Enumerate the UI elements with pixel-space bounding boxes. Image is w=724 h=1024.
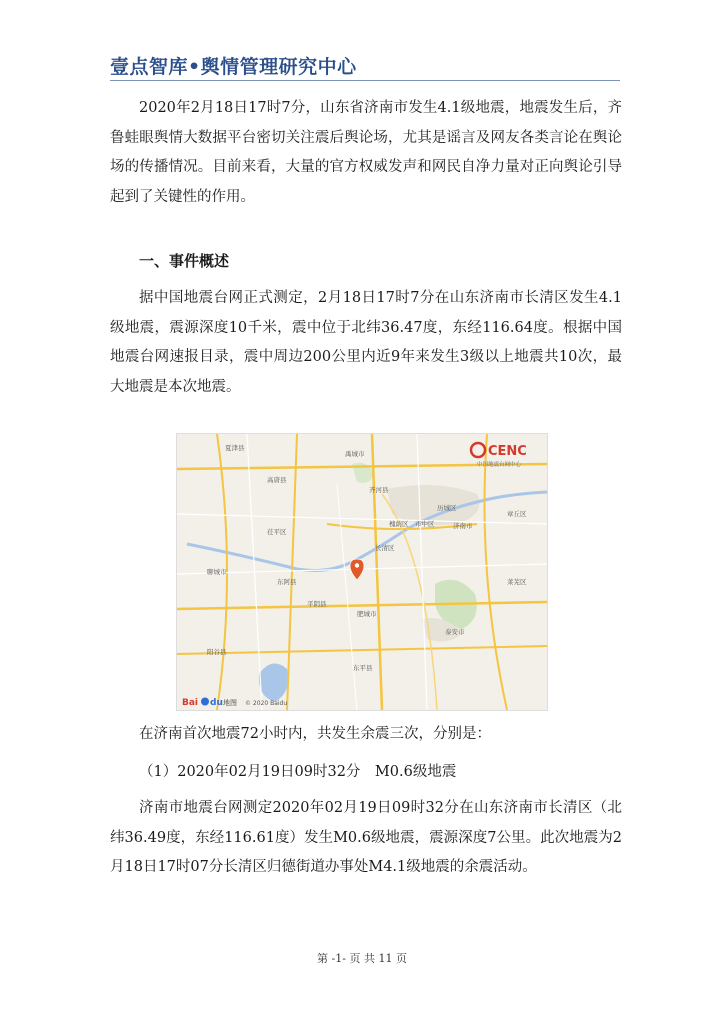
header-divider [110,80,620,81]
map-label: 高唐县 [267,476,287,484]
map-label: 阳谷县 [207,648,227,656]
map-label: 莱芜区 [507,578,527,586]
aftershock-item-1-detail: 济南市地震台网测定2020年02月19日09时32分在山东济南市长清区（北纬36.49度，东经116.61度）发生M0.6级地震，震源深度7公里。此次地震为2月18日17时07分长清区归德街道办事处M4.1级地震的余震活动。 [110,800,622,875]
map-label: 章丘区 [507,510,527,518]
earthquake-map [176,433,548,711]
svg-text:© 2020 Baidu: © 2020 Baidu [245,700,288,707]
map-label: 东阿县 [277,578,297,586]
svg-text:地图: 地图 [223,699,237,707]
map-label: 东平县 [353,664,373,672]
map-label: 聊城市 [207,568,227,576]
map-label: 槐荫区 [389,520,409,528]
svg-text:Bai: Bai [182,698,199,708]
map-label: 肥城市 [357,610,377,618]
intro-paragraph: 2020年2月18日17时7分，山东省济南市发生4.1级地震，地震发生后，齐鲁蛙眼舆情大数据平台密切关注震后舆论场，尤其是谣言及网友各类言论在舆论场的传播情况。目前来看，大量的官方权威发声和网民自净力量对正向舆论引导起到了关键性的作用。 [110,100,622,205]
baidu-logo [182,698,287,709]
section-heading: 一、事件概述 [139,252,230,270]
header-title: 壹点智库•舆情管理研究中心 [110,56,357,78]
aftershock-intro: 在济南首次地震72小时内，共发生余震三次，分别是： [139,726,491,742]
map-label: 平阴县 [307,600,327,608]
map-label: 夏津县 [225,444,245,452]
map-label: 历城区 [437,504,457,512]
map-label: 齐河县 [369,486,389,494]
svg-text:du: du [210,698,223,708]
map-label: 茌平区 [267,528,287,536]
svg-text:中国地震台网中心: 中国地震台网中心 [477,462,522,468]
event-paragraph: 据中国地震台网正式测定，2月18日17时7分在山东济南市长清区发生4.1级地震，震源深度10千米，震中位于北纬36.47度，东经116.64度。根据中国地震台网速报目录，震中周边200公里内近9年来发生3级以上地震共10次，最大地震是本次地震。 [110,290,622,395]
map-label: 济南市 [453,522,473,530]
map-label: 长清区 [375,544,395,552]
page-number: 第 -1- 页 共 11 页 [317,952,407,965]
map-label: 泰安市 [445,628,465,636]
map-label: 市中区 [415,520,435,528]
svg-text:CENC: CENC [488,444,527,459]
map-label: 禹城市 [345,450,365,458]
aftershock-item-1: （1）2020年02月19日09时32分 M0.6级地震 [139,764,457,780]
